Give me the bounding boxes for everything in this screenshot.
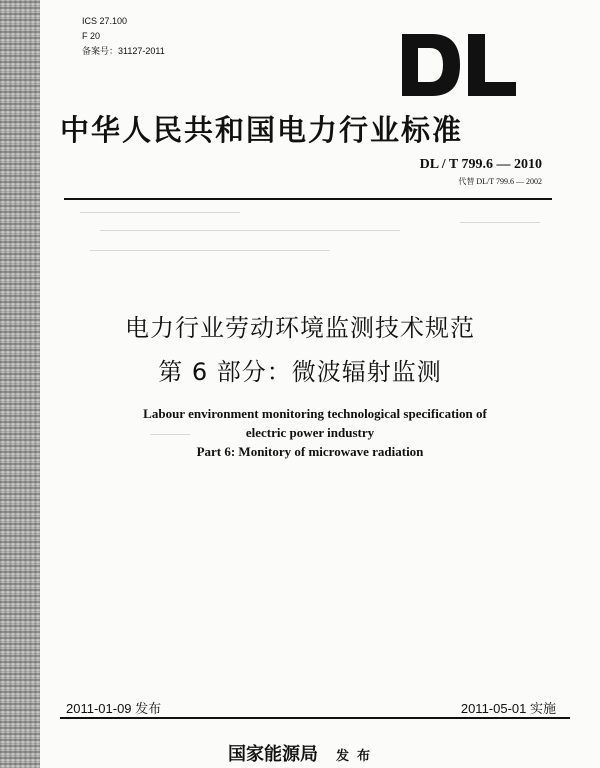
dl-logo-graphic <box>398 30 524 100</box>
issuing-authority <box>228 740 378 766</box>
english-title-line-2: electric power industry <box>245 425 375 440</box>
issue-date: 2011-01-09 发布 <box>66 701 162 716</box>
replaces-standard: 代替 DL/T 799.6 — 2002 <box>458 177 542 186</box>
classification-block <box>82 14 165 59</box>
ccs-code: F 20 <box>82 31 101 41</box>
scan-speckle <box>80 212 240 213</box>
header-divider <box>64 198 552 200</box>
scan-speckle <box>460 222 540 223</box>
footer-divider <box>60 717 570 719</box>
standard-number: DL / T 799.6 — 2010 <box>419 157 542 172</box>
filing-number: 备案号：31127-2011 <box>82 46 165 56</box>
org-title: 中华人民共和国电力行业标准 <box>60 113 464 147</box>
issuer-verb: 发布 <box>336 749 379 764</box>
ics-code: ICS 27.100 <box>82 16 128 26</box>
scan-speckle <box>90 250 330 251</box>
chinese-title-line-2: 第 6 部分：微波辐射监测 <box>158 358 442 386</box>
english-title-line-3: Part 6: Monitory of microwave radiation <box>196 444 424 459</box>
issuer-name: 国家能源局 <box>228 744 318 765</box>
effective-date: 2011-05-01 实施 <box>460 701 556 716</box>
english-title-line-1: Labour environment monitoring technological specification of <box>143 406 487 421</box>
chinese-title-line-1: 电力行业劳动环境监测技术规范 <box>125 314 475 342</box>
scan-speckle <box>100 230 400 231</box>
dl-logo <box>398 30 524 100</box>
